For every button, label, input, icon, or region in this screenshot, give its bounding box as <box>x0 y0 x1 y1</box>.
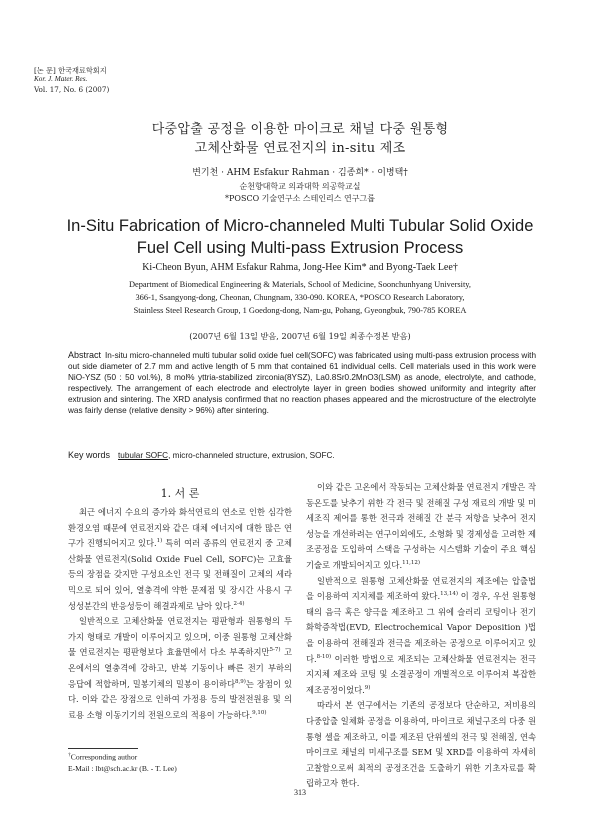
dagger-mark: † <box>68 752 71 758</box>
citation: 9,10) <box>252 709 267 716</box>
english-title-line-1: In-Situ Fabrication of Micro-channeled Multi Tubular Solid Oxide <box>66 217 534 235</box>
abstract-text: In-situ micro-channeled multi tubular solid oxide fuel cell(SOFC) was fabricated using multi-pass extrusion process with out side diameter of 2.7 mm and active length of 5 mm that contained 61 individual cells. Cell materials used in this work were NiO-YSZ (50 : 50 vol.%), 8 mol% yttria-stabilized zirconia(8YSZ), La0.8Sr0.2MnO3(LSM) as anode, electrolyte, and cathode, respectively. The arrangement of each electrode and electrolyte layer in green bodies showed uniformity and integrity after extrusion and sintering. The XRD analysis confirmed that no reaction phases appeared and the microstructure of the electrolyte was fairly dense (relative density > 96%) after sintering. <box>68 351 536 415</box>
citation: 5-7) <box>269 647 281 654</box>
citation: 9) <box>364 684 371 691</box>
paragraph-text: 일반적으로 고체산화물 연료전지는 평판형과 원통형의 두 가지 형태로 개발이 이루어지고 있으며, 이중 원통형 고체산화물 연료전지는 평판형보다 효율면에서 다소 부족하지만 <box>68 616 292 658</box>
paragraph-text: 따라서 본 연구에서는 기존의 공정보다 단순하고, 저비용의 다중압출 일체화 공정을 이용하여, 마이크로 채널구조의 다중 원통형 셀을 제조하고, 이를 제조된 단위셀의 전극 및 전해질, 연속 마이크로 채널의 미세구조를 SEM 및 XRD를 이용하여 자세히 고찰함으로써 최적의 공정조건을 도출하기 위한 기초자료를 확립하고자 한다. <box>306 700 536 789</box>
english-affiliation-1: Department of Biomedical Engineering & Materials, School of Medicine, Soonchunhyang University, <box>128 280 472 289</box>
english-affiliation-3: Stainless Steel Research Group, 1 Goedong-dong, Nam-gu, Pohang, Gyeongbuk, 790-785 KOREA <box>133 306 467 315</box>
citation: 11,12) <box>402 560 420 567</box>
footnote <box>68 750 177 774</box>
citation: 13,14) <box>440 591 458 598</box>
citation: 8-10) <box>316 653 332 660</box>
section-heading: 1. 서 론 <box>160 487 200 500</box>
korean-affiliation-1: 순천향대학교 의과대학 의공학교실 <box>239 182 361 191</box>
page-number: 313 <box>294 788 306 797</box>
citation: 1) <box>156 538 163 545</box>
english-authors: Ki-Cheon Byun, AHM Esfakur Rahma, Jong-Hee Kim* and Byong-Taek Lee† <box>142 262 458 273</box>
right-column <box>306 480 536 792</box>
paragraph <box>68 505 292 614</box>
keywords-text: , micro-channeled structure, extrusion, SOFC. <box>168 451 335 460</box>
corresponding-author-label: Corresponding author <box>70 752 138 762</box>
paragraph <box>306 574 536 699</box>
footnote-divider <box>68 748 138 749</box>
paragraph-text: 이 경우, 우선 원통형태의 음극 혹은 양극을 제조하고 그 위에 슬러리 코팅이나 전기화학증착법(EVD, Electrochemical Vapor Deposition )법을 이용하여 전해질과 전극을 제조하는 공정으로 이루어지고 있다. <box>306 591 536 664</box>
corresponding-email: E-Mail : lbt@sch.ac.kr (B. - T. Lee) <box>68 763 177 773</box>
paragraph <box>306 698 536 792</box>
paragraph-text: 는 장점이 있다. 이와 같은 장점으로 인하여 가정용 등의 발전전원용 및 의료용 소형 이동기기의 전원으로의 적용이 가능하다. <box>68 678 292 720</box>
paragraph <box>306 480 536 574</box>
journal-header-line: [논 문] 한국재료학회지 <box>34 66 107 75</box>
korean-affiliation-2: *POSCO 기술연구소 스테인리스 연구그룹 <box>225 194 375 203</box>
paragraph-text: 이러한 방법으로 제조되는 고체산화물 연료전지는 전극 지지체 제조와 코팅 및 소결공정이 개별적으로 이루어져 복잡한 제조공정이었다. <box>306 653 536 695</box>
keywords <box>68 450 335 460</box>
abstract <box>68 350 536 416</box>
english-title-line-2: Fuel Cell using Multi-pass Extrusion Process <box>136 239 464 257</box>
received-dates: (2007년 6월 13일 받음, 2007년 6월 19일 최종수정본 받음) <box>189 331 411 341</box>
paragraph-text: 고온에서의 열충격에 강하고, 반복 기동이나 빠른 전기 부하의 응답에 적합하며, 밀봉기체의 밀봉이 용이하다 <box>68 647 292 689</box>
paragraph-text: 최근 에너지 수요의 증가와 화석연료의 연소로 인한 심각한 환경오염 때문에 연료전지와 같은 대체 에너지에 대한 많은 연구가 진행되어지고 있다. <box>68 507 292 549</box>
paragraph-text: 이와 같은 고온에서 작동되는 고체산화물 연료전지 개발은 작동온도를 낮추기 위한 각 전극 및 전해질 구성 재료의 개발 및 미세조직 제어를 통한 전극과 전해질 간 분극 저항을 낮추어 전지 성능을 개선하려는 연구이외에도, 소형화 및 경제성을 고려한 제조공정을 도입하여 스택을 구성하는 시스템화 기술이 주요 핵심기술로 개발되어지고 있다. <box>306 482 536 570</box>
journal-volume: Vol. 17, No. 6 (2007) <box>34 84 110 94</box>
korean-title-line-2: 고체산화물 연료전지의 in-situ 제조 <box>194 141 406 156</box>
paragraph-text: 일반적으로 원통형 고체산화물 연료전지의 제조에는 압출법을 이용하여 지지체를 제조하여 왔다. <box>306 575 536 602</box>
left-column <box>68 505 292 723</box>
english-affiliation-2: 366-1, Ssangyong-dong, Cheonan, Chungnam, 330-090. KOREA, *POSCO Research Laboratory, <box>135 293 465 302</box>
citation: 8,9) <box>234 678 246 685</box>
korean-authors: 변기천 · AHM Esfakur Rahman · 김종희* · 이병택† <box>192 168 408 178</box>
keyword-link[interactable]: tubular SOFC <box>118 451 169 460</box>
paragraph-text: 특히 여러 종류의 연료전지 중 고체산화물 연료전지(Solid Oxide Fuel Cell, SOFC)는 고효율등의 장점을 갖지만 구성요소인 전극 및 전해질이 고체의 세라믹으로 되어 있어, 열충격에 약한 문제점 및 장시간 사용시 구성성분간의 반응성등이 해결과제로 남아 있다. <box>68 538 292 611</box>
korean-title-line-1: 다중압출 공정을 이용한 마이크로 채널 다중 원통형 <box>151 122 449 137</box>
paragraph <box>68 614 292 723</box>
journal-name: Kor. J. Mater. Res. <box>34 75 88 84</box>
keywords-label: Key words <box>68 450 111 460</box>
abstract-label: Abstract <box>68 350 102 360</box>
journal-header <box>34 66 109 94</box>
citation: 2-4) <box>233 600 245 607</box>
